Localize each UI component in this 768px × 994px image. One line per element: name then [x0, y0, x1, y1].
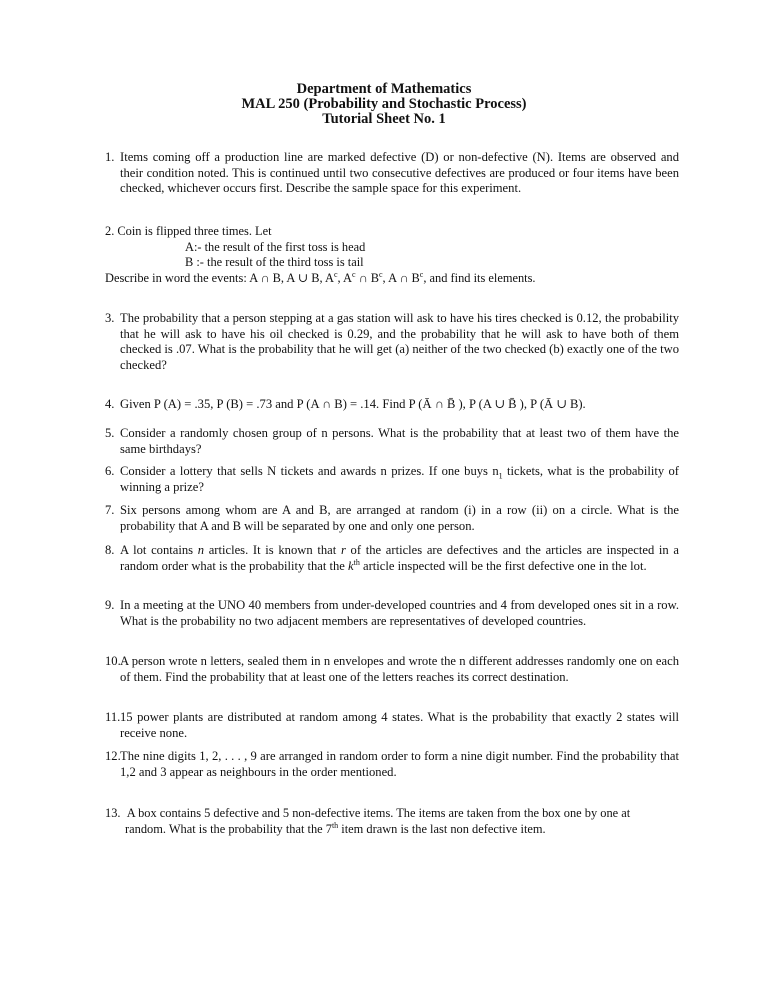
question-text: In a meeting at the UNO 40 members from under-developed countries and 4 from developed ones sit in a row. What is the probability no two adjacent members are representatives of developed countries. [120, 598, 679, 628]
document-header [0, 82, 768, 127]
question-7 [105, 503, 679, 534]
course-title: MAL 250 (Probability and Stochastic Process) [241, 96, 527, 112]
question-text: The nine digits 1, 2, . . . , 9 are arranged in random order to form a nine digit number. Find the probability that 1,2 and 3 appear as neighbours in the order mentioned. [120, 749, 679, 779]
event-expr-1: A ∩ B, A ∪ B, [249, 270, 323, 285]
question-number: 3. [105, 311, 115, 325]
question-number: 10. [105, 654, 121, 668]
describe-suffix: and find its elements. [429, 270, 536, 285]
question-number: 11. [105, 710, 121, 724]
question-10 [105, 654, 679, 685]
question-2 [105, 224, 685, 286]
question-13-line-2: random. What is the probability that the 7th item drawn is the last non defective item. [125, 820, 546, 836]
question-number: 6. [105, 464, 115, 478]
question-text: The probability that a person stepping at a gas station will ask to have his tires checked is 0.12, the probability that he will ask to have his oil checked is 0.29, and the probability that he will ask to have both of them checked is .07. What is the probability that he will get (a) neither of the two checked (b) exactly one of the two checked? [120, 311, 679, 372]
question-number: 7. [105, 503, 115, 517]
question-number: 13. [105, 806, 121, 820]
question-9 [105, 598, 679, 629]
question-text: A lot contains n articles. It is known that r of the articles are defectives and the articles are inspected in a random order what is the probability that the $k^{th}$ article inspected will be the first defective one in the lot. [120, 543, 680, 573]
question-text: Consider a randomly chosen group of n persons. What is the probability that at least two of them have the same birthdays? [120, 426, 679, 456]
department-title: Department of Mathematics [296, 81, 472, 97]
event-b-definition: B :- the result of the third toss is tail [185, 255, 364, 269]
question-text: Consider a lottery that sells N tickets and awards n prizes. If one buys $n_1$ tickets, what is the probability of winning a prize? [120, 464, 679, 494]
question-number: 1. [105, 150, 115, 164]
question-5 [105, 426, 679, 457]
question-text: A person wrote n letters, sealed them in n envelopes and wrote the n different addresses randomly one on each of them. Find the probability that at least one of the letters reaches its correct destination. [120, 654, 679, 684]
question-6 [105, 464, 679, 495]
question-8 [105, 543, 679, 574]
question-number: 4. [105, 397, 115, 411]
question-text: Six persons among whom are A and B, are arranged at random (i) in a row (ii) on a circle. What is the probability that A and B will be separated by one and only one person. [120, 503, 679, 533]
question-text: Given P (A) = .35, P (B) = .73 and P (A ∩ B) = .14. Find P (Ā ∩ B̄ ), P (A ∪ B̄ ), P (Ā ∪ B). [120, 397, 586, 411]
question-2-events-line [105, 271, 685, 287]
question-number: 9. [105, 598, 115, 612]
question-number: 8. [105, 543, 115, 557]
question-text: 15 power plants are distributed at random among 4 states. What is the probability that exactly 2 states will receive none. [120, 710, 679, 740]
question-number: 12. [105, 749, 121, 763]
event-expr-4: A ∩ $B^c$, [388, 269, 427, 285]
question-2-intro: 2. Coin is flipped three times. Let [105, 224, 272, 238]
event-expr-2: $A^c$, [325, 269, 341, 285]
question-4 [105, 397, 685, 413]
event-expr-3: $A^c$ ∩ $B^c$, [343, 269, 386, 285]
question-13-line-1: 13. A box contains 5 defective and 5 non-defective items. The items are taken from the box one by one at [105, 806, 631, 820]
sheet-title: Tutorial Sheet No. 1 [322, 111, 446, 127]
describe-prefix: Describe in word the events: [105, 270, 247, 285]
question-13 [105, 806, 705, 837]
question-number: 5. [105, 426, 115, 440]
question-3 [105, 311, 679, 373]
event-a-definition: A:- the result of the first toss is head [185, 239, 366, 254]
question-text: Items coming off a production line are marked defective (D) or non-defective (N). Items are observed and their condition noted. This is continued until two consecutive defectives are produced or four items have been checked, whichever occurs first. Describe the sample space for this experiment. [120, 150, 679, 195]
question-1 [105, 150, 679, 197]
question-12 [105, 749, 679, 780]
question-11 [105, 710, 679, 741]
